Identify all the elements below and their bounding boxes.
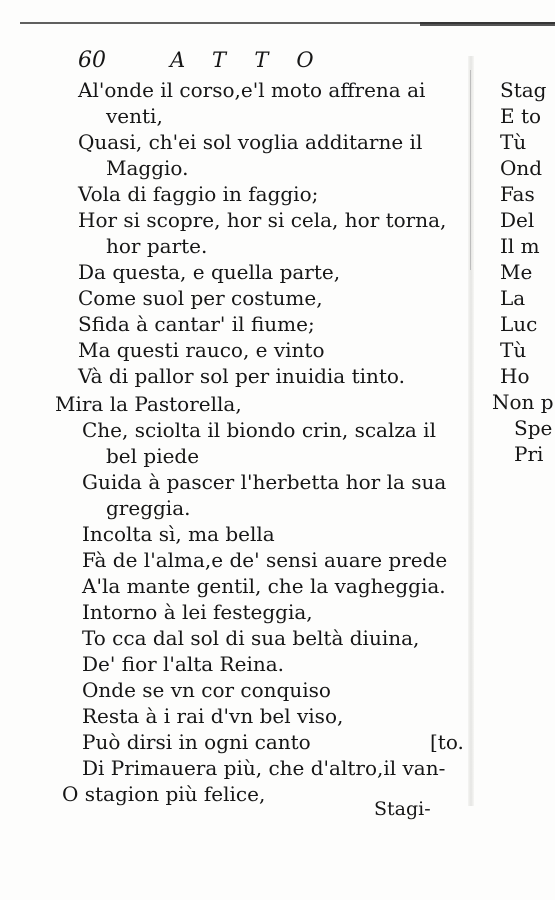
verse-line bbox=[78, 286, 323, 312]
facing-line: La bbox=[500, 286, 526, 310]
verse-line-text: Mira la Pastorella, bbox=[55, 392, 242, 416]
facing-line: Tù bbox=[500, 338, 527, 362]
facing-line: Fas bbox=[500, 182, 535, 206]
verse-line-text: De' fior l'alta Reina. bbox=[82, 652, 285, 676]
verse-line bbox=[82, 418, 436, 444]
verse-line bbox=[78, 130, 422, 156]
catchword: Stagi- bbox=[374, 798, 431, 820]
verse-line bbox=[106, 496, 190, 522]
verse-line-text: hor parte. bbox=[106, 234, 208, 258]
facing-line: Del bbox=[500, 208, 535, 232]
facing-line: Stag bbox=[500, 78, 547, 102]
verse-line bbox=[106, 444, 199, 470]
verse-line-text: Maggio. bbox=[106, 156, 189, 180]
verse-line bbox=[82, 704, 343, 730]
page-number: 60 bbox=[78, 48, 106, 73]
verse-line bbox=[82, 730, 464, 756]
verse-line bbox=[82, 522, 275, 548]
verse-line-text: Intorno à lei festeggia, bbox=[82, 600, 313, 624]
verse-line bbox=[106, 234, 207, 260]
verse-line-turnover: [to. bbox=[430, 730, 464, 754]
facing-line: Spe bbox=[514, 416, 553, 440]
verse-line bbox=[82, 470, 446, 496]
verse-line bbox=[82, 600, 313, 626]
verse-line bbox=[78, 312, 315, 338]
verse-line bbox=[106, 156, 188, 182]
verse-line bbox=[78, 338, 325, 364]
facing-line: Pri bbox=[514, 442, 544, 466]
facing-line: Non p bbox=[492, 390, 554, 414]
facing-line: Ond bbox=[500, 156, 543, 180]
verse-line-text: Onde se vn cor conquiso bbox=[82, 678, 331, 702]
verse-line bbox=[82, 756, 445, 782]
running-title: ATTO bbox=[170, 48, 342, 72]
verse-line-text: Hor si scopre, hor si cela, hor torna, bbox=[78, 208, 447, 232]
verse-line-text: Quasi, ch'ei sol voglia additarne il bbox=[78, 130, 423, 154]
facing-line: Me bbox=[500, 260, 533, 284]
verse-line-text: Può dirsi in ogni canto bbox=[82, 730, 311, 754]
verse-line-text: O stagion più felice, bbox=[62, 782, 266, 806]
verse-line bbox=[78, 182, 318, 208]
verse-line bbox=[82, 574, 446, 600]
verse-line bbox=[106, 104, 163, 130]
verse-line bbox=[82, 652, 284, 678]
verse-line-text: Vola di faggio in faggio; bbox=[78, 182, 319, 206]
verse-line-text: Fà de l'alma,e de' sensi auare prede bbox=[82, 548, 448, 572]
verse-line-text: venti, bbox=[106, 104, 163, 128]
facing-line: E to bbox=[500, 104, 542, 128]
facing-line: Il m bbox=[500, 234, 540, 258]
verse-line bbox=[55, 392, 242, 418]
verse-line-text: Da questa, e quella parte, bbox=[78, 260, 341, 284]
verse-line-text: Guida à pascer l'herbetta hor la sua bbox=[82, 470, 447, 494]
facing-line: Luc bbox=[500, 312, 538, 336]
verse-line bbox=[82, 678, 331, 704]
verse-line-text: Sfida à cantar' il fiume; bbox=[78, 312, 315, 336]
verse-line-text: Al'onde il corso,e'l moto affrena ai bbox=[78, 78, 426, 102]
verse-line-text: greggia. bbox=[106, 496, 191, 520]
facing-page-fragment bbox=[478, 0, 555, 900]
verse-line bbox=[62, 782, 265, 808]
verse-line-text: Di Primauera più, che d'altro,il van- bbox=[82, 756, 446, 780]
verse-line bbox=[82, 548, 447, 574]
verse-line bbox=[78, 364, 405, 390]
verse-line-text: Và di pallor sol per inuidia tinto. bbox=[78, 364, 405, 388]
verse-line-text: Incolta sì, ma bella bbox=[82, 522, 275, 546]
verse-line-text: Come suol per costume, bbox=[78, 286, 323, 310]
verse-line-text: To cca dal sol di sua beltà diuina, bbox=[82, 626, 420, 650]
verse-line-text: bel piede bbox=[106, 444, 200, 468]
verse-line-text: Che, sciolta il biondo crin, scalza il bbox=[82, 418, 436, 442]
facing-line: Tù bbox=[500, 130, 527, 154]
verse-line-text: A'la mante gentil, che la vagheggia. bbox=[82, 574, 446, 598]
verse-line-text: Resta à i rai d'vn bel viso, bbox=[82, 704, 344, 728]
gutter-crease bbox=[470, 70, 471, 270]
verse-line-text: Ma questi rauco, e vinto bbox=[78, 338, 325, 362]
verse-line bbox=[78, 208, 446, 234]
verse-line bbox=[78, 78, 425, 104]
verse-line bbox=[82, 626, 419, 652]
verse-line bbox=[78, 260, 340, 286]
facing-line: Ho bbox=[500, 364, 530, 388]
